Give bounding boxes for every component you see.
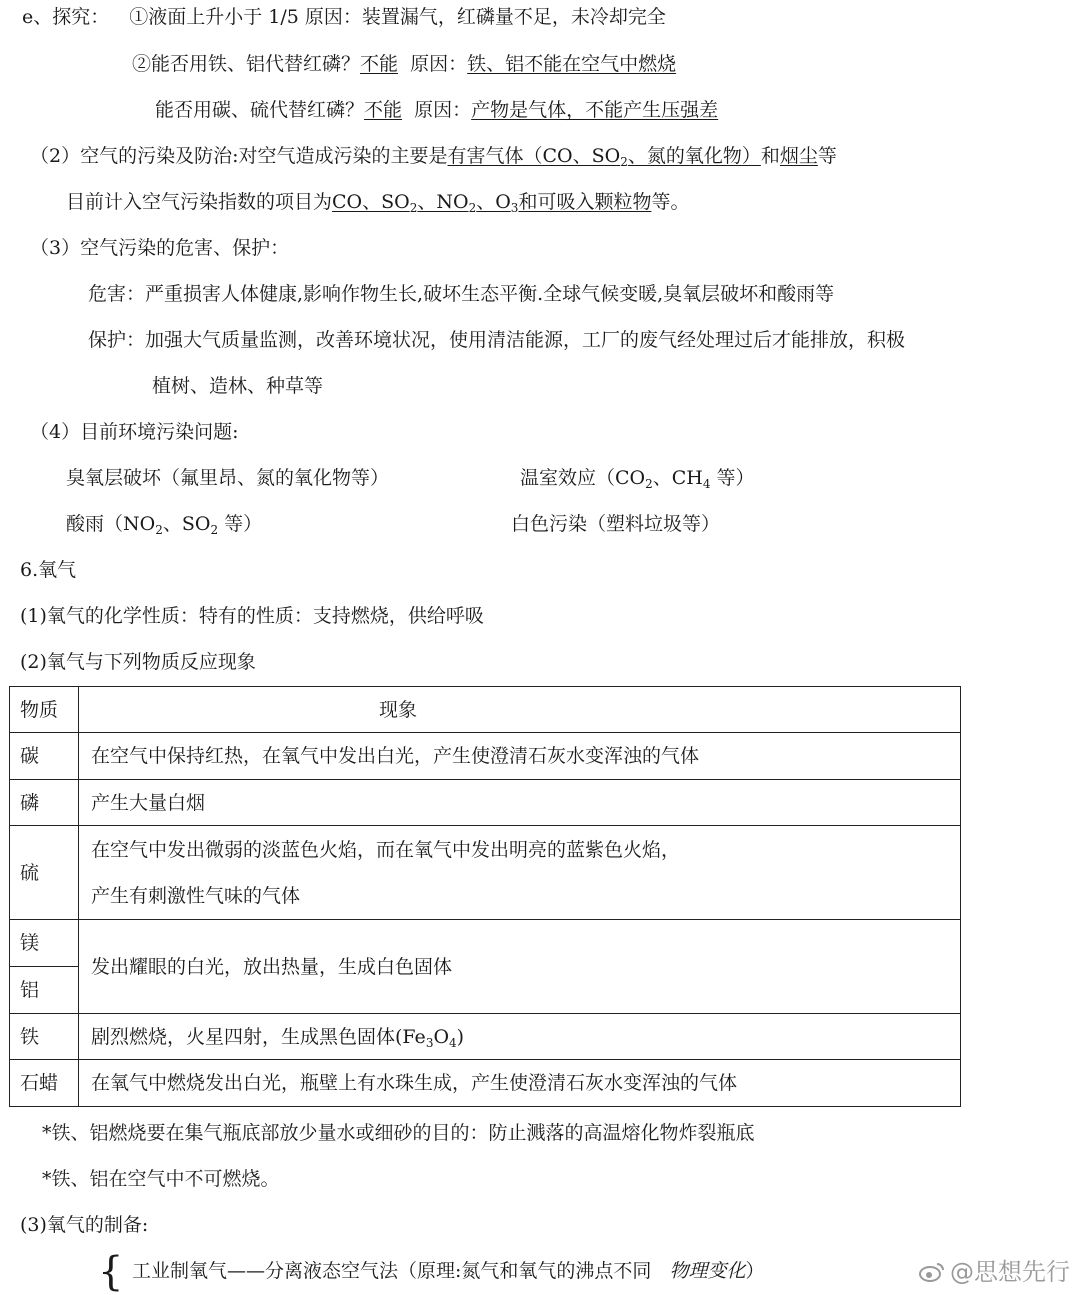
env-ozone: 臭氧层破坏（氟里昂、氮的氧化物等） — [66, 467, 390, 489]
pollution-protect-2: 植树、造林、种草等 — [152, 375, 324, 397]
explore-q3-reason: 产物是气体，不能产生压强差 — [471, 99, 719, 121]
harmful-gas: 有害气体（CO、$SO_2$、氮的氧化物） — [447, 145, 761, 169]
pollution-index: 目前计入空气污染指数的项目为CO、$SO_2$、$NO_2$、$O_3$和可吸入颗粒物等。 — [66, 191, 690, 215]
pollution-harm: 危害：严重损害人体健康,影响作物生长,破坏生态平衡.全球气候变暖,臭氧层破坏和酸雨等 — [88, 283, 835, 305]
weibo-logo-icon — [918, 1261, 946, 1283]
table-row: 铁 剧烈燃烧，火星四射，生成黑色固体$(Fe_3O_4)$ — [10, 1014, 961, 1060]
env-acid-rain: 酸雨（$NO_2$、$SO_2$ 等） — [66, 513, 263, 537]
oxygen-reactions-title: (2)氧气与下列物质反应现象 — [20, 651, 256, 673]
industrial-oxygen: 工业制氧气——分离液态空气法（原理:氮气和氧气的沸点不同 物理变化） — [132, 1260, 765, 1282]
explore-question-2: ②能否用铁、铝代替红磷？不能 原因：铁、铝不能在空气中燃烧 — [132, 53, 677, 75]
explore-item-1: e、探究： ①液面上升小于 1/5 原因：装置漏气，红磷量不足，未冷却完全 — [22, 6, 666, 28]
pollution-main: （2）空气的污染及防治:对空气造成污染的主要是有害气体（CO、$SO_2$、氮的氧化物）和烟尘等 — [30, 145, 837, 169]
table-row: 石蜡 在氧气中燃烧发出白光，瓶壁上有水珠生成，产生使澄清石灰水变浑浊的气体 — [10, 1060, 961, 1107]
table-row: 碳 在空气中保持红热，在氧气中发出白光，产生使澄清石灰水变浑浊的气体 — [10, 733, 961, 780]
env-greenhouse: 温室效应（$CO_2$、$CH_4$ 等） — [520, 467, 755, 491]
pollution-protect-1: 保护：加强大气质量监测，改善环境状况，使用清洁能源，工厂的废气经处理过后才能排放，积极 — [88, 329, 906, 351]
explore-q2-reason: 铁、铝不能在空气中燃烧 — [467, 53, 677, 75]
explore-head: e、探究： — [22, 6, 110, 28]
oxygen-prep-title: (3)氧气的制备: — [20, 1214, 149, 1236]
dust: 烟尘 — [779, 145, 818, 167]
explore-question-3: 能否用碳、硫代替红磷？不能 原因：产物是气体，不能产生压强差 — [155, 99, 719, 121]
env-problems-title: （4）目前环境污染问题: — [30, 421, 239, 443]
note-iron-aluminum-air: *铁、铝在空气中不可燃烧。 — [42, 1168, 280, 1190]
table-row: 铝 — [10, 967, 961, 1014]
explore-q2-answer: 不能 — [360, 53, 399, 75]
table-row: 镁 发出耀眼的白光，放出热量，生成白色固体 — [10, 920, 961, 967]
header-substance: 物质 — [10, 687, 79, 733]
env-white-pollution: 白色污染（塑料垃圾等） — [511, 513, 721, 535]
watermark: @思想先行 — [918, 1252, 1070, 1287]
note-iron-aluminum-purpose: *铁、铝燃烧要在集气瓶底部放少量水或细砂的目的：防止溅落的高温熔化物炸裂瓶底 — [42, 1122, 755, 1144]
oxygen-chem-props: (1)氧气的化学性质：特有的性质：支持燃烧，供给呼吸 — [20, 605, 484, 627]
table-row: 硫 在空气中发出微弱的淡蓝色火焰，而在氧气中发出明亮的蓝紫色火焰， 产生有刺激性气味的气体 — [10, 826, 961, 920]
table-row: 磷 产生大量白烟 — [10, 780, 961, 826]
section-oxygen-title: 6.氧气 — [20, 559, 77, 581]
header-phenomenon: 现象 — [79, 687, 961, 733]
table-header-row — [10, 687, 961, 733]
brace-icon: { — [98, 1249, 124, 1295]
reaction-table — [9, 686, 961, 1107]
pollution-index-items: CO、$SO_2$、$NO_2$、$O_3$ — [332, 191, 519, 215]
pollution-harm-title: （3）空气污染的危害、保护： — [30, 237, 290, 259]
explore-q3-answer: 不能 — [364, 99, 403, 121]
